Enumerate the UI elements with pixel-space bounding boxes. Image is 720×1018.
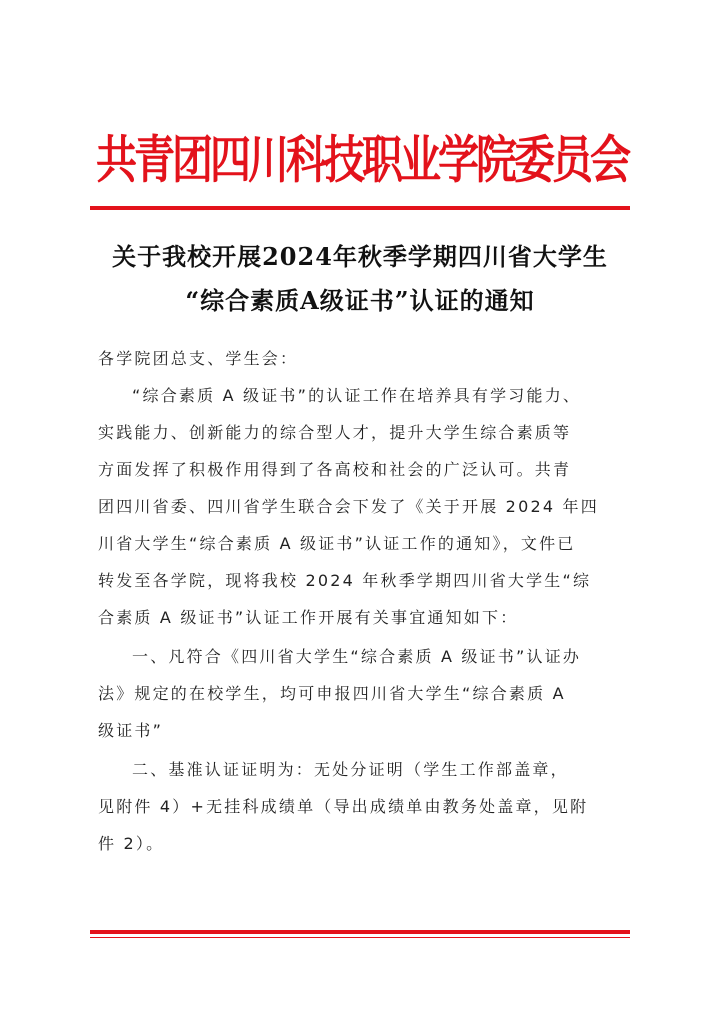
paragraph-line: 见附件 4）+无挂科成绩单（导出成绩单由教务处盖章，见附 [98,797,589,816]
notice-title-line-2: “综合素质A级证书”认证的通知 [185,286,535,315]
notice-body [98,340,628,862]
notice-title-line-1: 关于我校开展2024年秋季学期四川省大学生 [112,242,608,271]
paragraph-intro [98,377,628,636]
footer-red-rule-thick [90,930,630,934]
paragraph-line: 川省大学生“综合素质 A 级证书”认证工作的通知》，文件已 [98,534,576,553]
footer-red-rule-thin [90,937,630,938]
paragraph-line: 转发至各学院，现将我校 2024 年秋季学期四川省大学生“综 [98,571,592,590]
paragraph-line: 二、基准认证证明为：无处分证明（学生工作部盖章， [132,760,569,779]
paragraph-line: 一、凡符合《四川省大学生“综合素质 A 级证书”认证办 [132,647,582,666]
paragraph-proof [98,751,628,862]
paragraph-line: “综合素质 A 级证书”的认证工作在培养具有学习能力、 [132,386,582,405]
masthead-org-name: 共青团四川科技职业学院委员会 [96,130,628,190]
paragraph-line: 方面发挥了积极作用得到了各高校和社会的广泛认可。共青 [98,460,572,479]
paragraph-line: 法》规定的在校学生，均可申报四川省大学生“综合素质 A [98,684,566,703]
paragraph-eligibility [98,638,628,749]
paragraph-line: 级证书” [98,721,164,740]
paragraph-line: 合素质 A 级证书”认证工作开展有关事宜通知如下： [98,608,519,627]
masthead-red-rule [90,206,630,210]
paragraph-line: 团四川省委、四川省学生联合会下发了《关于开展 2024 年四 [98,497,599,516]
salutation: 各学院团总支、学生会： [98,349,299,368]
paragraph-line: 实践能力、创新能力的综合型人才，提升大学生综合素质等 [98,423,572,442]
paragraph-line: 件 2）。 [98,834,165,853]
